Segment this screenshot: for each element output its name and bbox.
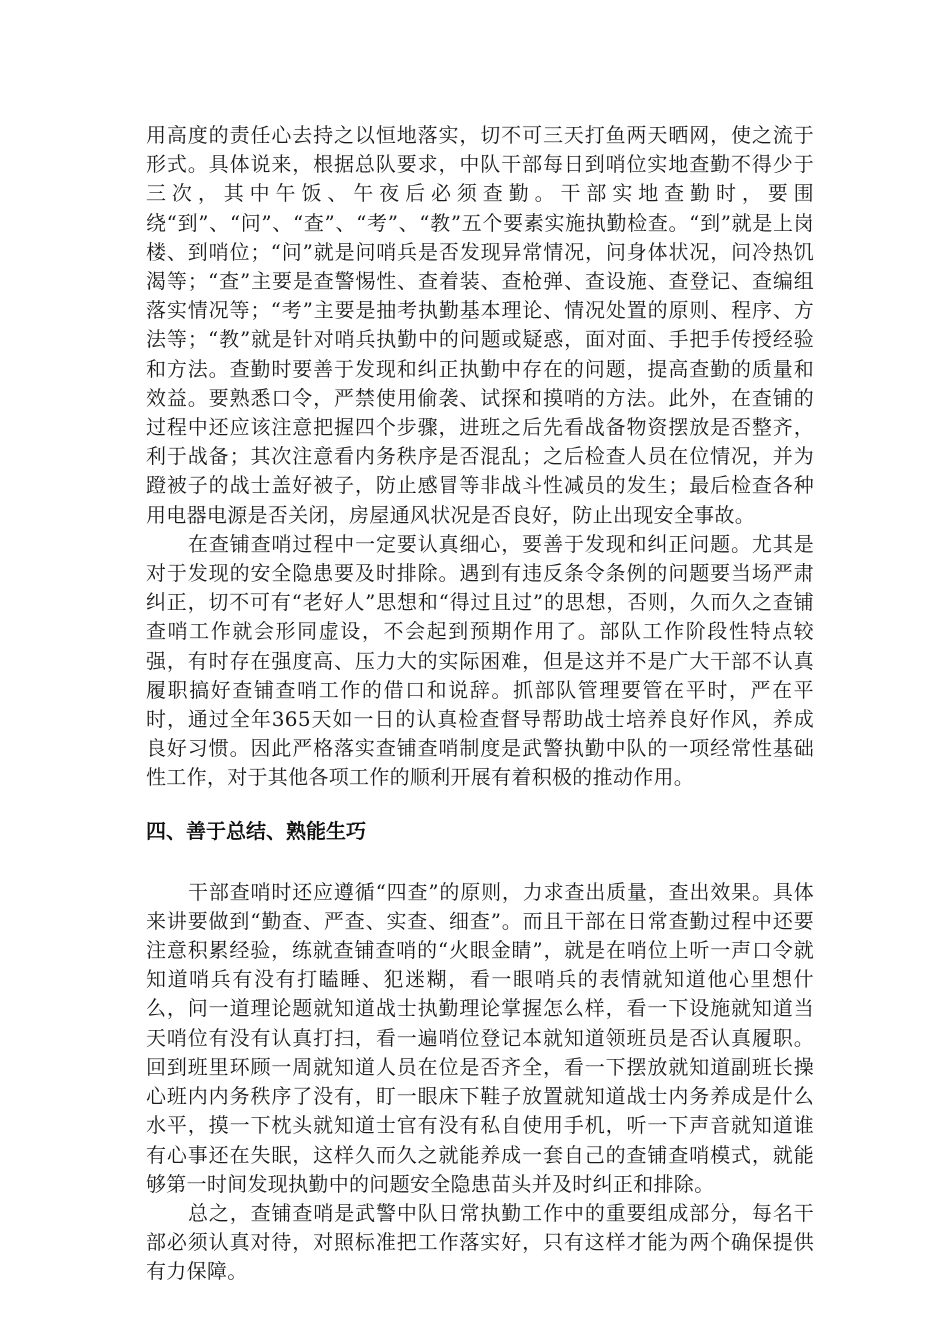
section-heading: 四、善于总结、熟能生巧 [146,818,366,843]
document-page [146,121,814,1287]
paragraph-1: 用高度的责任心去持之以恒地落实，切不可三天打鱼两天晒网，使之流于形式。具体说来，根据总队要求，中队干部每日到哨位实地查勤不得少于三次，其中午饭、午夜后必须查勤。干部实地查勤时，要围绕“到”、“问”、“查”、“考”、“教”五个要素实施执勤检查。“到”就是上岗楼、到哨位；“问”就是问哨兵是否发现异常情况，问身体状况，问冷热饥渴等；“查”主要是查警惕性、查着装、查枪弹、查设施、查登记、查编组落实情况等；“考”主要是抽考执勤基本理论、情况处置的原则、程序、方法等；“教”就是针对哨兵执勤中的问题或疑惑，面对面、手把手传授经验和方法。查勤时要善于发现和纠正执勤中存在的问题，提高查勤的质量和效益。要熟悉口令，严禁使用偷袭、试探和摸哨的方法。此外，在查铺的过程中还应该注意把握四个步骤，进班之后先看战备物资摆放是否整齐，利于战备；其次注意看内务秩序是否混乱；之后检查人员在位情况，并为蹬被子的战士盖好被子，防止感冒等非战斗性减员的发生；最后检查各种用电器电源是否关闭，房屋通风状况是否良好，防止出现安全事故。 [146,123,814,527]
paragraph-2: 在查铺查哨过程中一定要认真细心，要善于发现和纠正问题。尤其是对于发现的安全隐患要及时排除。遇到有违反条令条例的问题要当场严肃纠正，切不可有“老好人”思想和“得过且过”的思想，否则，久而久之查铺查哨工作就会形同虚设，不会起到预期作用了。部队工作阶段性特点较强，有时存在强度高、压力大的实际困难，但是这并不是广大干部不认真履职搞好查铺查哨工作的借口和说辞。抓部队管理要管在平时，严在平时，通过全年365天如一日的认真检查督导帮助战士培养良好作风，养成良好习惯。因此严格落实查铺查哨制度是武警执勤中队的一项经常性基础性工作，对于其他各项工作的顺利开展有着积极的推动作用。 [146,531,814,790]
paragraph-3: 干部查哨时还应遵循“四查”的原则，力求查出质量，查出效果。具体来讲要做到“勤查、严查、实查、细查”。而且干部在日常查勤过程中还要注意积累经验，练就查铺查哨的“火眼金睛”，就是在哨位上听一声口令就知道哨兵有没有打瞌睡、犯迷糊，看一眼哨兵的表情就知道他心里想什么，问一道理论题就知道战士执勤理论掌握怎么样，看一下设施就知道当天哨位有没有认真打扫，看一遍哨位登记本就知道领班员是否认真履职。回到班里环顾一周就知道人员在位是否齐全，看一下摆放就知道副班长操心班内内务秩序了没有，盯一眼床下鞋子放置就知道战士内务养成是什么水平，摸一下枕头就知道士官有没有私自使用手机，听一下声音就知道谁有心事还在失眠，这样久而久之就能养成一套自己的查铺查哨模式，就能够第一时间发现执勤中的问题安全隐患苗头并及时纠正和排除。 [146,879,814,1196]
paragraph-4: 总之，查铺查哨是武警中队日常执勤工作中的重要组成部分，每名干部必须认真对待，对照标准把工作落实好，只有这样才能为两个确保提供有力保障。 [146,1200,814,1284]
